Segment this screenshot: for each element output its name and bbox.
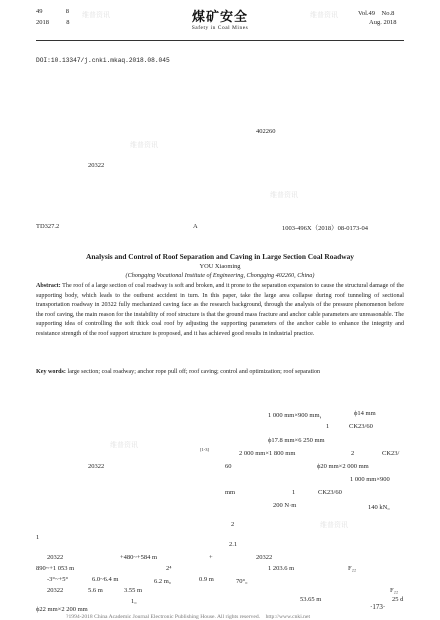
frag-p6: ϕ22 mm×2 200 mm	[36, 606, 88, 613]
header-year-number: 2018	[36, 19, 49, 26]
frag-r3: ϕ17.8 mm×6 250 mm	[268, 437, 325, 444]
watermark: 维普资讯	[320, 521, 348, 529]
frag-p2a: 890~+1 053 m	[36, 565, 75, 572]
journal-title-cn: 煤矿安全	[191, 9, 248, 24]
header-month-number: 8	[66, 19, 70, 26]
frag-p2b: 2⁴	[166, 565, 172, 572]
header-rule	[36, 40, 404, 41]
frag-r7c: CK23/60	[318, 489, 342, 496]
frag-p5b: 53.65 m	[300, 596, 322, 603]
frag-p4d: F₂₂	[390, 587, 399, 594]
page-number: ·173·	[370, 603, 386, 611]
frag-r7a: mm	[225, 489, 236, 496]
frag-l1: 20322	[88, 463, 105, 470]
doi: DOI:10.13347/j.cnki.mkaq.2018.08.045	[36, 57, 170, 64]
header-issue-number: 8	[65, 8, 69, 15]
frag-p1a: 20322	[47, 554, 64, 561]
header-year	[36, 19, 70, 26]
frag-p5a: 1。	[131, 598, 141, 605]
section-1: 1	[36, 534, 40, 541]
frag-r6: 1 000 mm×900	[350, 476, 390, 483]
watermark: 维普资讯	[130, 141, 158, 149]
frag-p4a: 20322	[47, 587, 64, 594]
frag-p5c: 25 d	[392, 596, 404, 603]
abstract	[36, 282, 404, 340]
section-2: 2	[231, 521, 235, 528]
frag-r5b: ϕ20 mm×2 000 mm	[317, 463, 369, 470]
author-name: YOU Xiaoming	[199, 263, 241, 270]
clc-number: TD327.2	[36, 223, 60, 230]
abstract-label: Abstract:	[36, 283, 61, 289]
frag-ref: [1-3]	[200, 447, 209, 452]
frag-p1d: 20322	[256, 554, 273, 561]
frag-p3d: 0.9 m	[199, 576, 214, 583]
issn-code: 1003-496X（2018）08-0173-04	[282, 225, 368, 232]
frag-r1a: 1 000 mm×900 mm，	[268, 412, 327, 419]
frag-r4a: 2 000 mm×1 800 mm	[239, 450, 296, 457]
watermark: 维普资讯	[82, 11, 110, 19]
frag-p3b: 6.0~6.4 m	[92, 576, 119, 583]
frag-p3a: -3°~+5°	[47, 576, 69, 583]
frag-r2b: CK23/60	[349, 423, 373, 430]
frag-p4c: 3.55 m	[124, 587, 143, 594]
postcode: 402260	[256, 128, 276, 135]
watermark: 维普资讯	[110, 441, 138, 449]
author-affiliation: (Chongqing Vocational Institute of Engineering, Chongqing 402260, China)	[125, 272, 315, 279]
frag-r2a: 1	[326, 423, 330, 430]
watermark: 维普资讯	[270, 191, 298, 199]
footer-copyright: ?1994-2018 China Academic Journal Electronic Publishing House. All rights reserved. http://www.cnki.net	[66, 614, 311, 620]
watermark: 维普资讯	[310, 11, 338, 19]
journal-title-en: Safety in Coal Mines	[191, 25, 249, 31]
frag-r7b: 1	[292, 489, 296, 496]
keywords-text: large section; coal roadway; anchor rope pull off; roof caving; control and optimization; roof separation	[67, 369, 321, 375]
frag-r8a: 200 N·m	[273, 502, 297, 509]
header-vol-number: 49	[36, 8, 43, 15]
frag-p3e: 70°。	[236, 578, 252, 585]
frag-r1b: ϕ14 mm	[354, 410, 376, 417]
section-2-1: 2.1	[229, 541, 238, 548]
frag-p1c: +	[209, 554, 213, 561]
document-code: A	[193, 223, 198, 230]
header-volume	[36, 8, 69, 15]
article-title-en: Analysis and Control of Roof Separation and Caving in Large Section Coal Roadway	[85, 252, 354, 261]
frag-p1b: +480~+584 m	[120, 554, 158, 561]
frag-r8b: 140 kN。	[368, 504, 394, 511]
journal-logo	[178, 6, 262, 31]
frag-p4b: 5.6 m	[88, 587, 103, 594]
face-code: 20322	[88, 162, 105, 169]
frag-r4b: 2	[351, 450, 355, 457]
abstract-text: The roof of a large section of coal roadway is soft and broken, and it prone to the separation expansion to cause the structural damage of the supporting body, which leads to the outburst accident in turn. In this paper, take the large area collapse during roof tunneling of sectional transportation roadway in 20322 fully mechanized caving face as the research background, through the analysis of the pressure phenomenon before the roof caving, the main reason for the instability of roof structure is that the ground mass fracture and anchor cable parameters are unreasonable. The supporting idea of controlling the soft thick coal roof by adjusting the supporting parameters of the anchor cable to enhance the integrity and resistance strength of the roof support structure is proposed, and it has achieved good results in industrial practice.	[36, 283, 404, 337]
keywords-label: Key words:	[36, 369, 66, 375]
frag-r4c: CK23/	[382, 450, 400, 457]
frag-p2c: 1 203.6 m	[268, 565, 295, 572]
header-vol-right: Vol.49 No.8	[358, 10, 395, 17]
frag-p3c: 6.2 m。	[154, 578, 176, 585]
frag-r5a: 60	[225, 463, 232, 470]
frag-p2d: F₂₂	[348, 565, 357, 572]
header-date-right: Aug. 2018	[369, 19, 397, 26]
keywords	[36, 368, 404, 378]
